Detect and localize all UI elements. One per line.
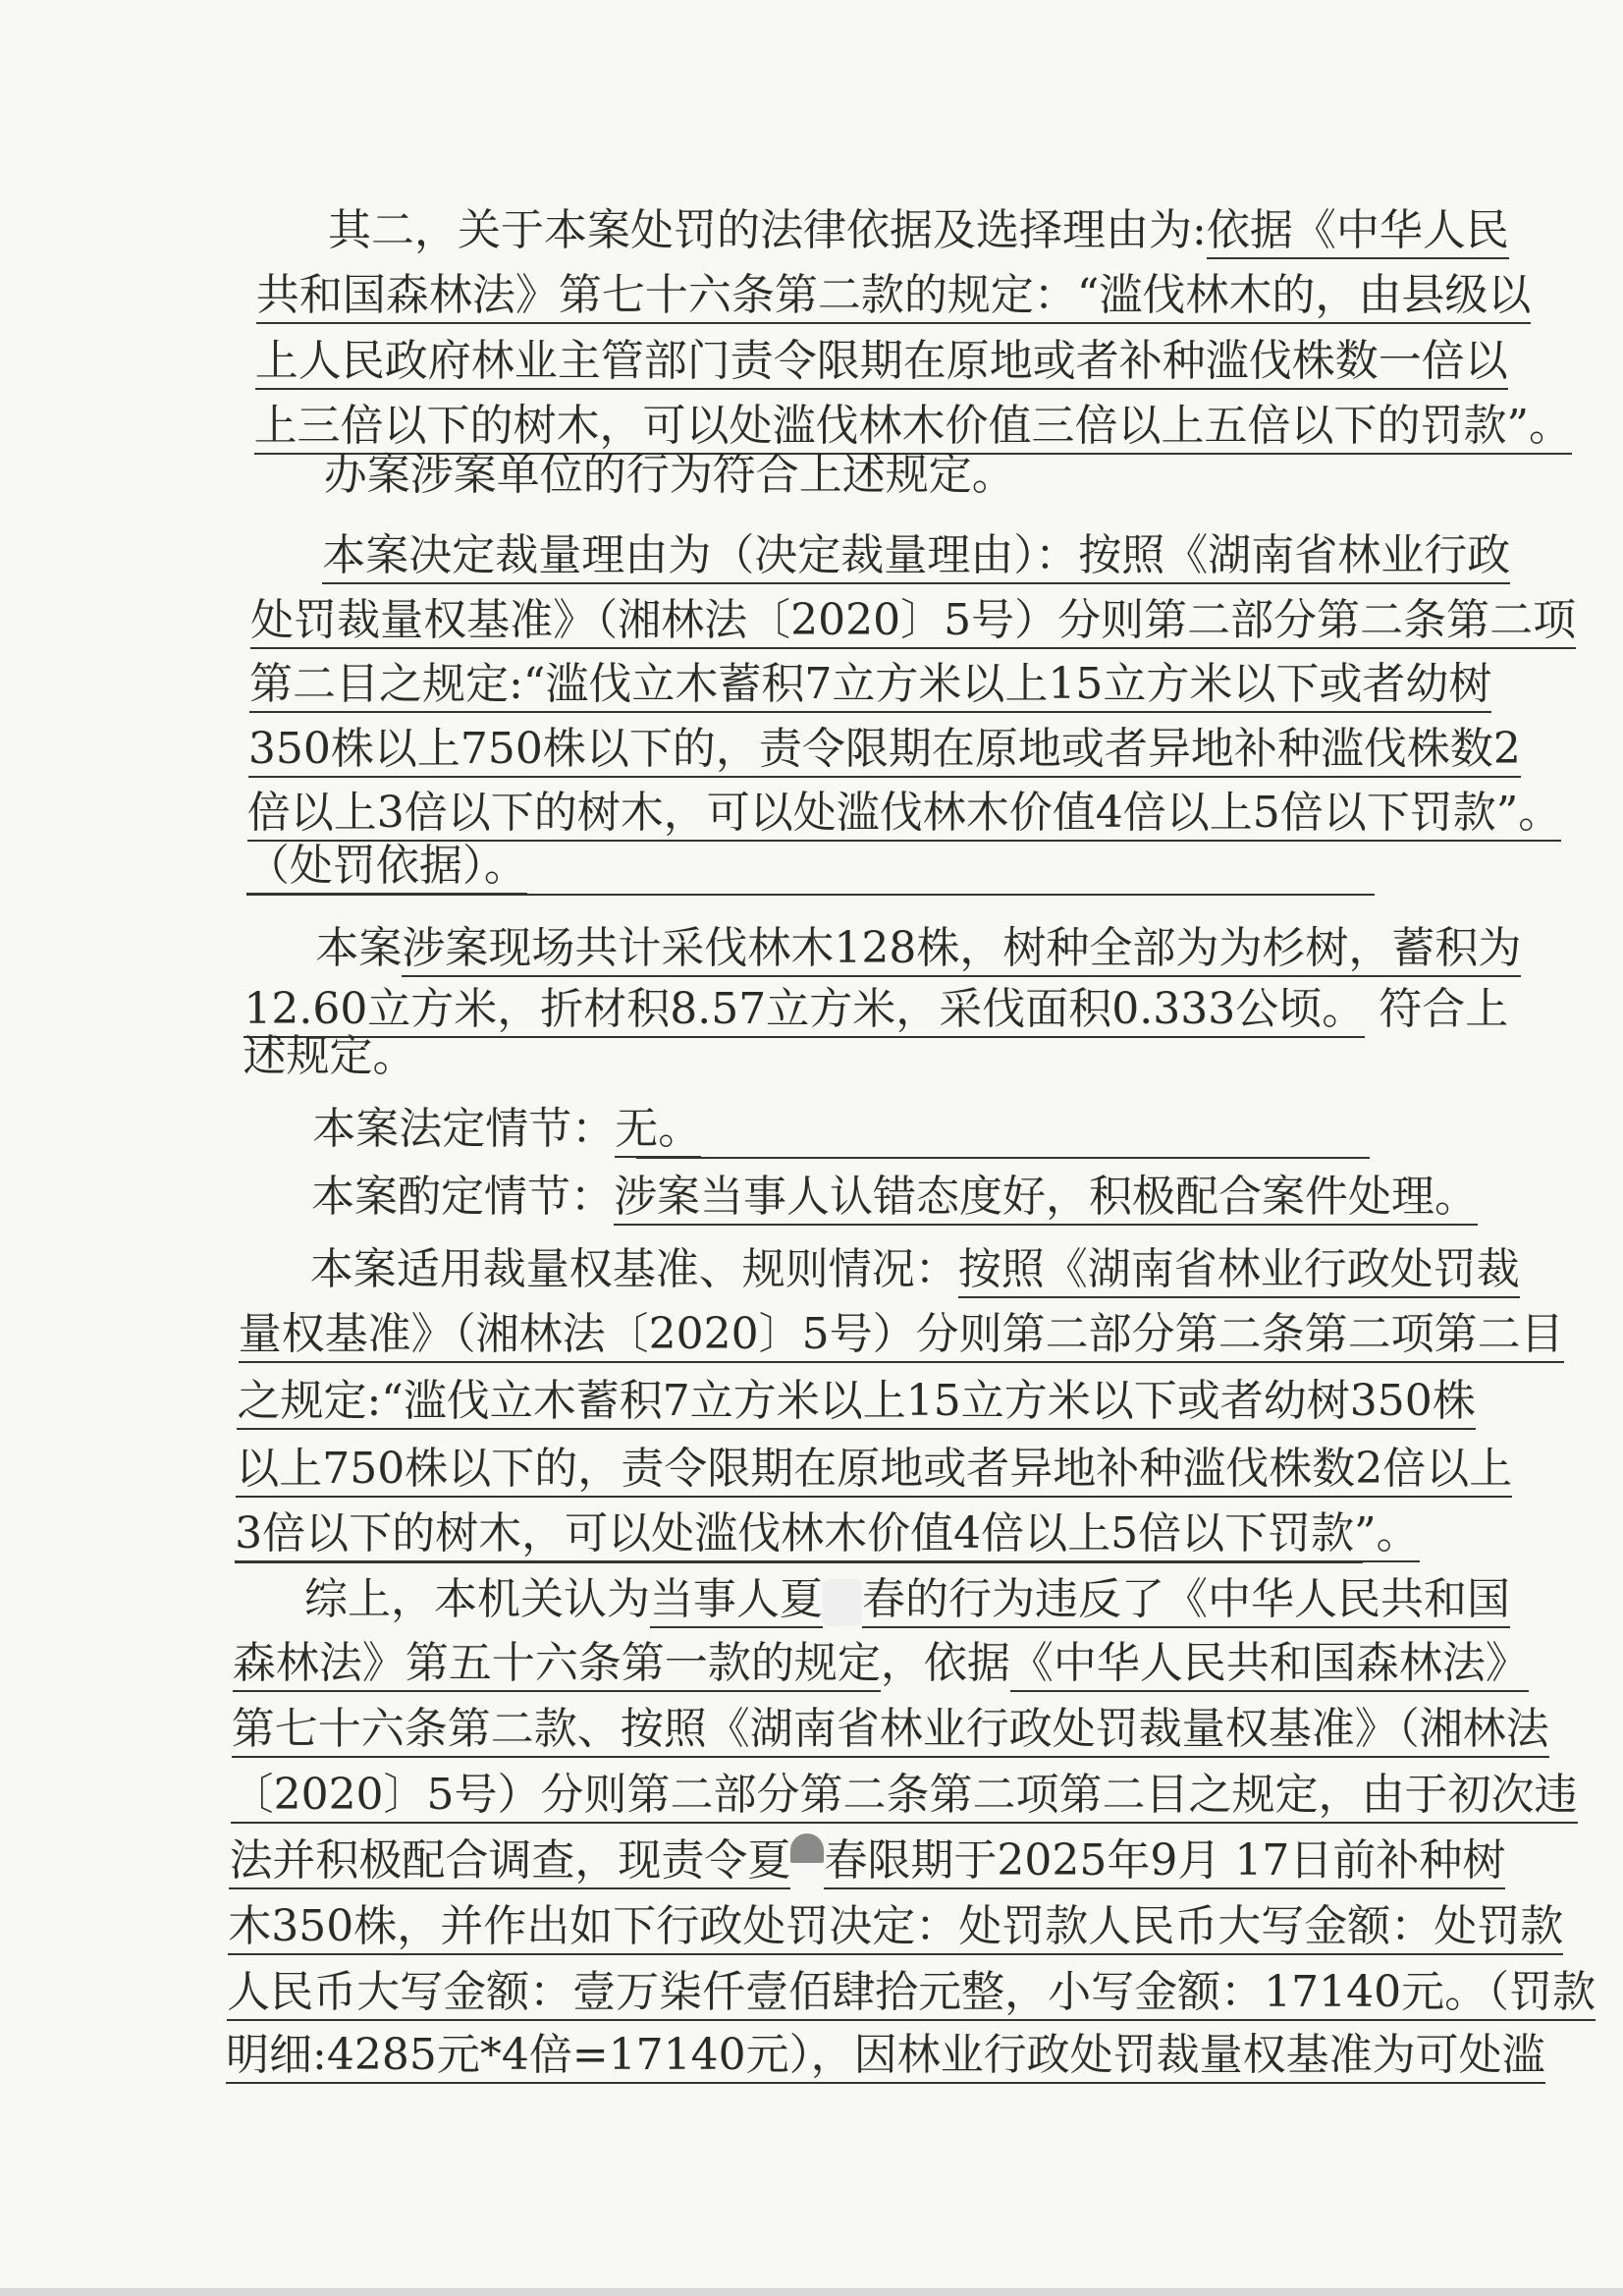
underlined-text: 〔2020〕5号）分则第二部分第二条第二项第二目之规定，由于初次违 — [231, 1770, 1578, 1824]
underlined-text: 本案决定裁量理由为（决定裁量理由）：按照《湖南省林业行政 — [322, 530, 1510, 584]
text-line — [227, 1963, 1596, 2022]
underlined-text: 依据《中华人民 — [1207, 205, 1509, 259]
underlined-text: 量权基准》（湘林法〔2020〕5号）分则第二部分第二条第二项第二目 — [239, 1309, 1564, 1363]
text-line — [236, 1440, 1513, 1499]
underlined-text: 350株以上750株以下的，责令限期在原地或者异地补种滥伐株数2 — [248, 724, 1521, 778]
underline-rule — [246, 894, 1375, 896]
underlined-text: 上人民政府林业主管部门责令限期在原地或者补种滥伐株数一倍以 — [255, 336, 1508, 390]
underlined-text: 人民币大写金额：壹万柒仟壹佰肆拾元整，小写金额：17140元。（罚款 — [227, 1967, 1596, 2021]
plain-text: 本案适用裁量权基准、规则情况： — [309, 1244, 958, 1294]
redaction-mark — [823, 1579, 862, 1626]
text-line — [322, 526, 1511, 585]
underlined-text: （处罚依据）。 — [246, 841, 527, 895]
plain-text: 符合上 — [1365, 984, 1509, 1034]
underlined-text: 上三倍以下的树木，可以处滥伐林木价值三倍以上五倍以下的罚款”。 — [254, 401, 1573, 455]
text-line — [229, 1831, 1506, 1890]
underline-rule — [636, 1157, 1370, 1159]
underlined-text: 木350株，并作出如下行政处罚决定：处罚款人民币大写金额：处罚款 — [228, 1901, 1563, 1955]
underlined-text: 以上750株以下的，责令限期在原地或者异地补种滥伐株数2倍以上 — [236, 1444, 1512, 1498]
text-line — [246, 784, 1562, 843]
plain-text: ，依据 — [880, 1638, 1010, 1688]
underlined-text: 第七十六条第二款、按照《湖南省林业行政处罚裁量权基准》（湘林法 — [232, 1704, 1549, 1758]
underlined-text: 无。 — [615, 1104, 701, 1158]
text-line — [249, 655, 1492, 714]
plain-text: 述规定。 — [243, 1031, 416, 1081]
underlined-text: 涉案现场共计采伐林木128株，树种全部为为杉树，蓄积为 — [402, 923, 1521, 977]
plain-text: 本案法定情节： — [312, 1104, 616, 1154]
underlined-text: 倍以上3倍以下的树木，可以处滥伐林木价值4倍以上5倍以下罚款”。 — [247, 788, 1561, 842]
text-line — [312, 1100, 1370, 1159]
text-line — [315, 919, 1522, 978]
text-line — [324, 446, 1382, 505]
underlined-text: 春限期于2025年9月 17日前补种树 — [824, 1835, 1505, 1889]
text-line — [247, 720, 1521, 779]
text-line — [250, 591, 1577, 650]
underlined-text: 共和国森林法》第七十六条第二款的规定：“滥伐林木的，由县级以 — [256, 270, 1532, 324]
underlined-text: 春的行为违反了《中华人民共和国 — [862, 1574, 1510, 1628]
underlined-text: 当事人夏 — [650, 1574, 823, 1628]
underlined-text: 之规定:“滥伐立木蓄积7立方米以上15立方米以下或者幼树350株 — [237, 1376, 1475, 1430]
text-line — [243, 1027, 1372, 1086]
plain-text: 本案 — [315, 923, 403, 973]
text-line — [230, 1766, 1578, 1825]
text-line — [238, 1305, 1564, 1364]
text-line — [231, 1700, 1549, 1759]
underlined-text: 3倍以下的树木，可以处滥伐林木价值4倍以上5倍以下罚款”。 — [235, 1508, 1419, 1562]
text-line — [232, 1634, 1529, 1693]
underlined-text: 法并积极配合调查，现责令夏 — [229, 1835, 790, 1889]
text-line — [235, 1504, 1420, 1563]
underlined-text: 按照《湖南省林业行政处罚裁 — [958, 1244, 1520, 1298]
scan-edge — [0, 2288, 1623, 2296]
text-line — [228, 1897, 1564, 1956]
text-line — [246, 837, 1375, 896]
plain-text: 其二，关于本案处罚的法律依据及选择理由为: — [328, 205, 1207, 255]
text-line — [309, 1240, 1520, 1299]
text-line — [304, 1570, 1511, 1629]
text-line — [311, 1168, 1479, 1227]
underlined-text: 涉案当事人认错态度好，积极配合案件处理。 — [614, 1172, 1478, 1226]
text-line — [328, 201, 1509, 260]
text-line — [237, 1372, 1476, 1431]
underlined-text: 第二目之规定:“滥伐立木蓄积7立方米以上15立方米以下或者幼树 — [249, 659, 1491, 713]
underlined-text: 12.60立方米，折材积8.57立方米，采伐面积0.333公顷。 — [243, 984, 1365, 1038]
underlined-text: 处罚裁量权基准》（湘林法〔2020〕5号）分则第二部分第二条第二项 — [250, 595, 1576, 649]
text-line — [226, 2026, 1545, 2085]
text-line — [254, 332, 1508, 391]
text-line — [255, 266, 1532, 325]
plain-text: 综上，本机关认为 — [304, 1574, 651, 1624]
underlined-text: 《中华人民共和国森林法》 — [1010, 1638, 1529, 1692]
underline-rule — [235, 1561, 1363, 1563]
plain-text: 办案涉案单位的行为符合上述规定。 — [323, 450, 1015, 500]
underlined-text: 明细:4285元*4倍=17140元），因林业行政处罚裁量权基准为可处滥 — [226, 2030, 1545, 2084]
plain-text: 本案酌定情节： — [311, 1172, 615, 1222]
redaction-mark — [790, 1833, 824, 1863]
underlined-text: 森林法》第五十六条第一款的规定 — [233, 1638, 881, 1692]
